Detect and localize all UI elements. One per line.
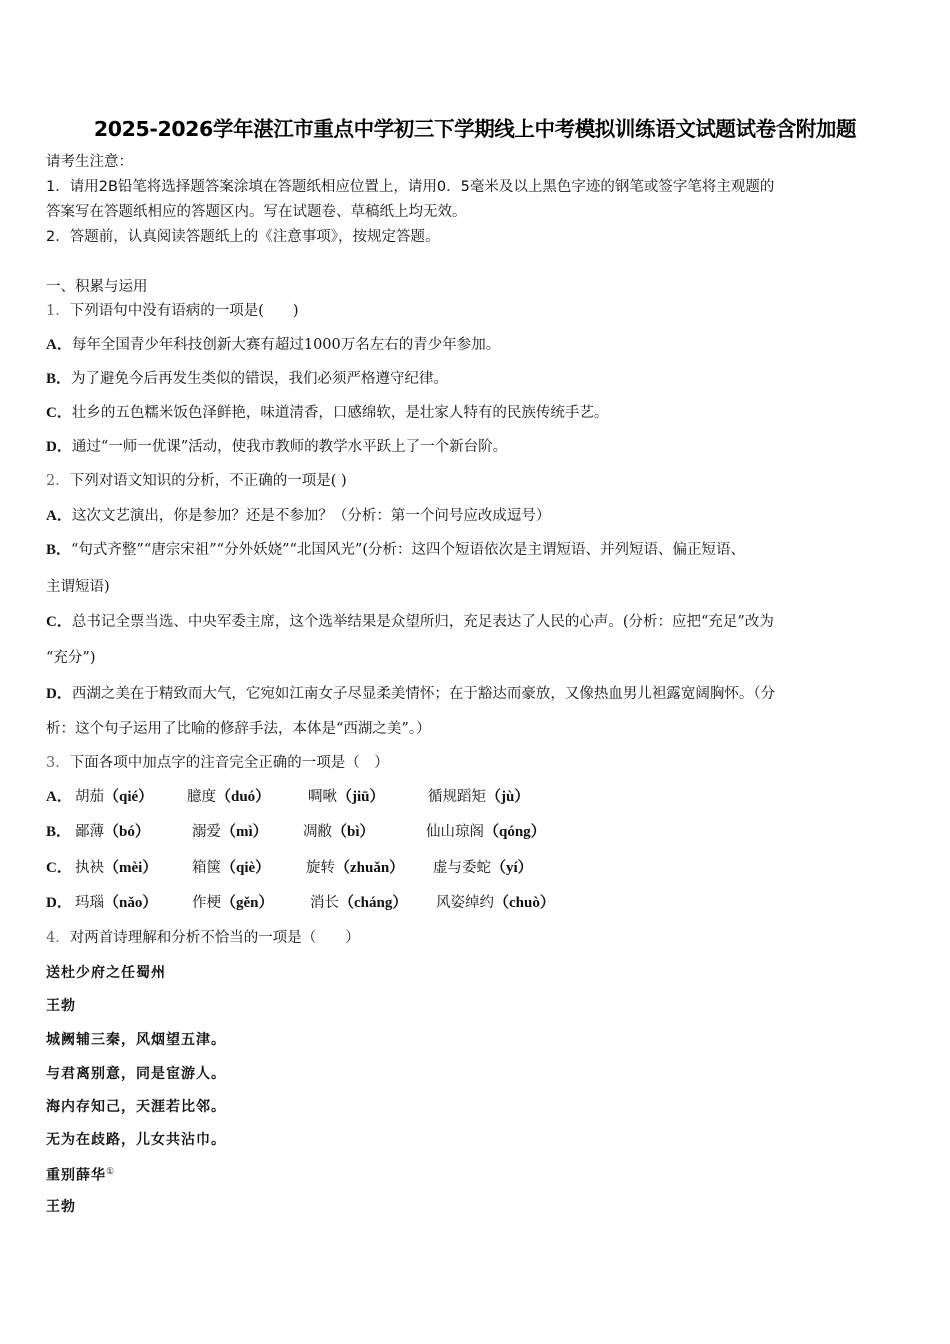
q2-option-d — [46, 684, 775, 704]
poem-1-title: 送杜少府之任蜀州 — [46, 965, 166, 981]
poem-2-author: 王勃 — [46, 1199, 76, 1215]
question-stem: 对两首诗理解和分析不恰当的一项是（ ） — [69, 930, 360, 946]
pinyin-item: 执袂（mèi） — [75, 860, 158, 876]
poem-title-text: 重别薛华 — [46, 1167, 106, 1184]
q3-option-a — [46, 787, 530, 807]
question-number: 2． — [46, 473, 70, 489]
pinyin-item: 玛瑙（nǎo） — [75, 895, 158, 911]
q3-option-d — [46, 893, 555, 913]
q2-option-b — [46, 540, 745, 560]
question-3 — [46, 753, 389, 773]
option-label: D． — [46, 439, 72, 455]
poem-1-line: 城阙辅三秦，风烟望五津。 — [46, 1032, 226, 1048]
notice-line-2: 答案写在答题纸相应的答题区内。写在试题卷、草稿纸上均无效。 — [46, 204, 467, 220]
option-label: A． — [46, 337, 72, 353]
option-label: C． — [46, 860, 72, 876]
option-label: D． — [46, 895, 72, 911]
option-text: 这次文艺演出，你是参加？还是不参加？（分析：第一个问号应改成逗号） — [71, 508, 551, 524]
pinyin-item: 风姿绰约（chuò） — [436, 895, 555, 911]
poem-1-line: 与君离别意，同是宦游人。 — [46, 1066, 226, 1082]
notice-heading: 请考生注意： — [46, 154, 133, 170]
notice-line-1: 1．请用2B铅笔将选择题答案涂填在答题纸相应位置上，请用0．5毫米及以上黑色字迹的钢笔或签字笔将主观题的 — [46, 179, 775, 195]
poem-1-line: 无为在歧路，儿女共沾巾。 — [46, 1132, 226, 1148]
option-label: C． — [46, 614, 72, 630]
question-2 — [46, 471, 347, 491]
pinyin-item: 仙山琼阁（qóng） — [426, 824, 546, 840]
option-label: A． — [46, 789, 72, 805]
option-text: 通过“一师一优课”活动，使我市教师的教学水平跃上了一个新台阶。 — [71, 439, 508, 455]
pinyin-item: 胡茄（qié） — [75, 789, 154, 805]
option-text: 壮乡的五色糯米饭色泽鲜艳，味道清香，口感绵软，是壮家人特有的民族传统手艺。 — [71, 405, 609, 421]
q3-option-c — [46, 858, 533, 878]
option-text: 西湖之美在于精致而大气，它宛如江南女子尽显柔美情怀；在于豁达而豪放，又像热血男儿袒露宽阔胸怀。（分 — [71, 686, 776, 702]
page-title: 2025-2026学年湛江市重点中学初三下学期线上中考模拟训练语文试题试卷含附加题 — [93, 117, 857, 141]
poem-1-author: 王勃 — [46, 998, 76, 1014]
q2-option-d-cont: 析：这个句子运用了比喻的修辞手法，本体是“西湖之美”。） — [46, 721, 431, 737]
notice-line-3: 2．答题前，认真阅读答题纸上的《注意事项》，按规定答题。 — [46, 229, 440, 245]
question-stem: 下列对语文知识的分析，不正确的一项是( ) — [69, 473, 347, 489]
pinyin-item: 啁啾（jiū） — [308, 789, 385, 805]
option-text: 总书记全票当选、中央军委主席，这个选举结果是众望所归，充足表达了人民的心声。(分析：应把“充足”改为 — [71, 614, 774, 630]
section-heading: 一、积累与运用 — [46, 279, 148, 295]
option-text: 每年全国青少年科技创新大赛有超过1000万名左右的青少年参加。 — [71, 337, 501, 353]
option-label: B． — [46, 542, 72, 558]
footnote-marker: ① — [106, 1167, 116, 1177]
option-label: D． — [46, 686, 72, 702]
poem-1-line: 海内存知己，天涯若比邻。 — [46, 1099, 226, 1115]
q2-option-a — [46, 506, 550, 526]
pinyin-item: 循规蹈矩（jù） — [428, 789, 530, 805]
q3-option-b — [46, 822, 546, 842]
poem-2-title — [46, 1162, 115, 1186]
question-number: 1． — [46, 303, 70, 319]
q1-option-a — [46, 335, 500, 355]
option-text: “句式齐整”“唐宗宋祖”“分外妖娆”“北国风光”(分析：这四个短语依次是主谓短语、并列短语、偏正短语、 — [71, 542, 745, 558]
option-label: C． — [46, 405, 72, 421]
q2-option-c — [46, 612, 774, 632]
q1-option-b — [46, 369, 448, 389]
question-stem: 下面各项中加点字的注音完全正确的一项是（ ） — [69, 755, 389, 771]
pinyin-item: 作梗（gěn） — [192, 895, 274, 911]
pinyin-item: 溺爱（mì） — [192, 824, 268, 840]
pinyin-item: 虚与委蛇（yí） — [433, 860, 533, 876]
pinyin-item: 鄙薄（bó） — [75, 824, 150, 840]
pinyin-item: 箱箧（qiè） — [192, 860, 271, 876]
pinyin-item: 臆度（duó） — [187, 789, 271, 805]
option-label: A． — [46, 508, 72, 524]
pinyin-item: 凋敝（bì） — [303, 824, 375, 840]
q2-option-b-cont: 主谓短语) — [46, 579, 110, 595]
question-number: 4． — [46, 930, 70, 946]
q2-option-c-cont: “充分”) — [46, 650, 96, 666]
pinyin-item: 消长（cháng） — [310, 895, 408, 911]
option-text: 为了避免今后再发生类似的错误，我们必须严格遵守纪律。 — [71, 371, 449, 387]
q1-option-c — [46, 403, 608, 423]
question-1 — [46, 301, 299, 321]
question-4 — [46, 928, 360, 948]
q1-option-d — [46, 437, 507, 457]
option-label: B． — [46, 371, 72, 387]
question-number: 3． — [46, 755, 70, 771]
question-stem: 下列语句中没有语病的一项是( ) — [69, 303, 299, 319]
option-label: B． — [46, 824, 72, 840]
pinyin-item: 旋转（zhuǎn） — [306, 860, 405, 876]
